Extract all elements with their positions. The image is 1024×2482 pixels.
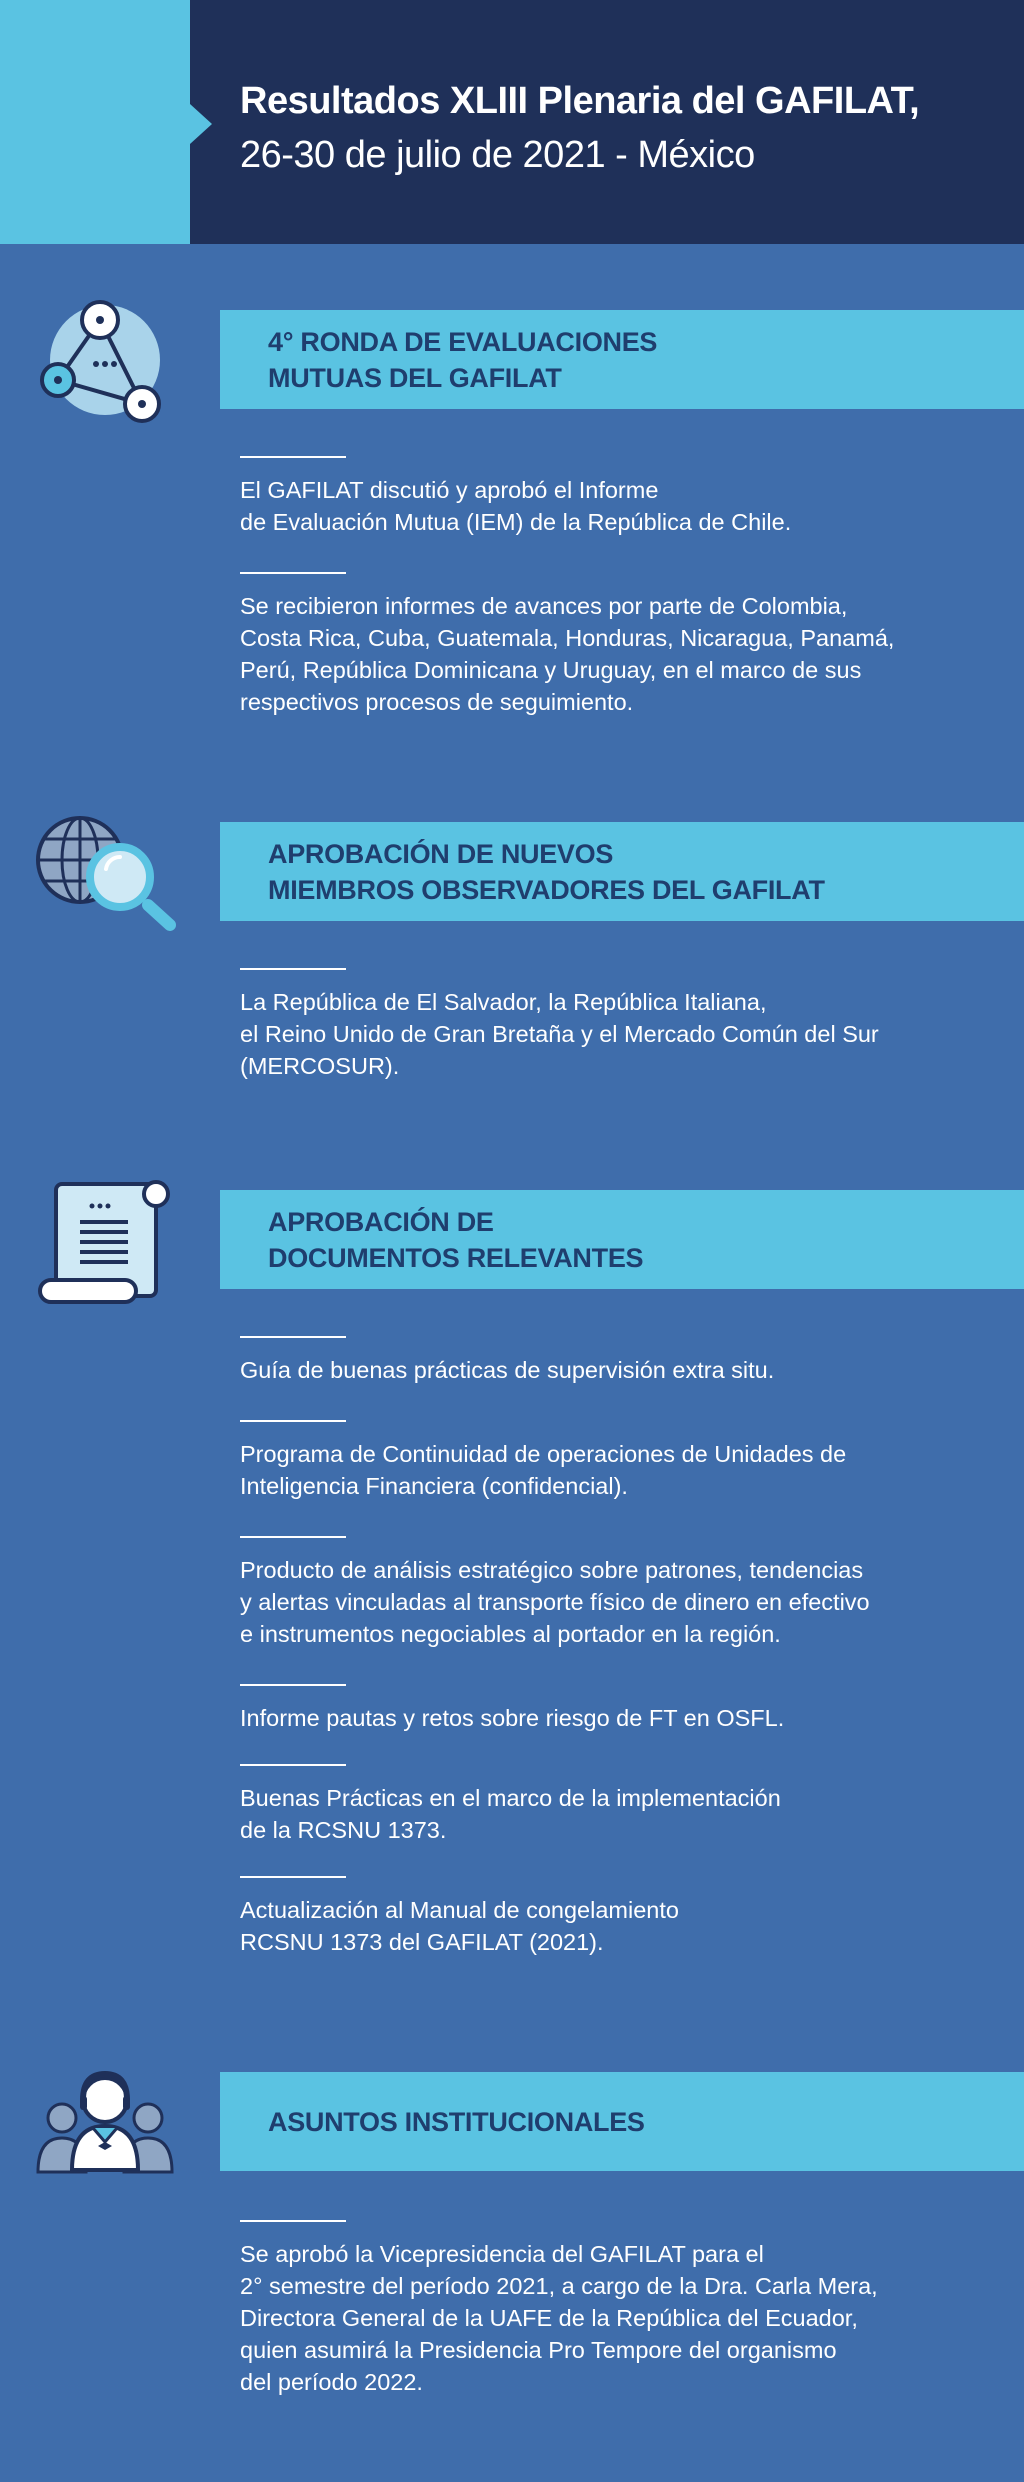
list-item [240, 572, 1000, 718]
document-scroll-icon [30, 1172, 180, 1312]
item-text: Se recibieron informes de avances por parte de Colombia, Costa Rica, Cuba, Guatemala, Honduras, Nicaragua, Panamá, Perú, República Dominicana y Uruguay, en el marco de sus respectivos procesos de seguimiento. [240, 593, 895, 715]
list-item [240, 2220, 1000, 2398]
item-text: Programa de Continuidad de operaciones de Unidades de Inteligencia Financiera (confidencial). [240, 1441, 847, 1499]
list-item [240, 1684, 1000, 1734]
section-title: APROBACIÓN DE DOCUMENTOS RELEVANTES [268, 1206, 644, 1273]
item-text: Informe pautas y retos sobre riesgo de FT en OSFL. [240, 1705, 785, 1731]
list-item [240, 1764, 1000, 1846]
item-divider [240, 1764, 346, 1766]
section-title: 4° RONDA DE EVALUACIONES MUTUAS DEL GAFILAT [268, 326, 658, 393]
section-title: APROBACIÓN DE NUEVOS MIEMBROS OBSERVADORES DEL GAFILAT [268, 838, 825, 905]
item-divider [240, 1684, 346, 1686]
globe-magnifier-icon [30, 805, 180, 945]
list-item [240, 1336, 1000, 1386]
item-text: Guía de buenas prácticas de supervisión extra situ. [240, 1357, 775, 1383]
page-title-line-2: 26-30 de julio de 2021 - México [240, 134, 755, 176]
item-divider [240, 2220, 346, 2222]
page-title-line-1: Resultados XLIII Plenaria del GAFILAT, [240, 80, 920, 122]
item-divider [240, 1536, 346, 1538]
list-item [240, 1536, 1000, 1650]
item-divider [240, 1420, 346, 1422]
header-accent-block [0, 0, 190, 244]
header [0, 0, 1024, 244]
item-divider [240, 1876, 346, 1878]
section-band-observadores [220, 822, 1024, 921]
page-title [240, 74, 1010, 182]
item-text: La República de El Salvador, la República Italiana, el Reino Unido de Gran Bretaña y el Mercado Común del Sur (MERCOSUR). [240, 989, 879, 1079]
item-divider [240, 572, 346, 574]
item-text: Buenas Prácticas en el marco de la implementación de la RCSNU 1373. [240, 1785, 781, 1843]
item-text: Producto de análisis estratégico sobre patrones, tendencias y alertas vinculadas al transporte físico de dinero en efectivo e instrumentos negociables al portador en la región. [240, 1557, 870, 1647]
item-text: Se aprobó la Vicepresidencia del GAFILAT para el 2° semestre del período 2021, a cargo de la Dra. Carla Mera, Directora General de la UAFE de la República del Ecuador, quien asumirá la Presidencia Pro Tempore del organismo del período 2022. [240, 2241, 878, 2395]
list-item [240, 968, 1000, 1082]
section-band-institucionales [220, 2072, 1024, 2171]
network-nodes-icon [30, 292, 180, 432]
list-item [240, 1876, 1000, 1958]
section-title: ASUNTOS INSTITUCIONALES [268, 2106, 645, 2137]
section-band-evaluaciones [220, 310, 1024, 409]
people-group-icon [30, 2060, 180, 2200]
list-item [240, 1420, 1000, 1502]
section-band-documentos [220, 1190, 1024, 1289]
item-text: Actualización al Manual de congelamiento RCSNU 1373 del GAFILAT (2021). [240, 1897, 679, 1955]
list-item [240, 456, 1000, 538]
item-divider [240, 1336, 346, 1338]
item-text: El GAFILAT discutió y aprobó el Informe de Evaluación Mutua (IEM) de la República de Chile. [240, 477, 792, 535]
item-divider [240, 456, 346, 458]
header-arrow [190, 104, 212, 144]
item-divider [240, 968, 346, 970]
